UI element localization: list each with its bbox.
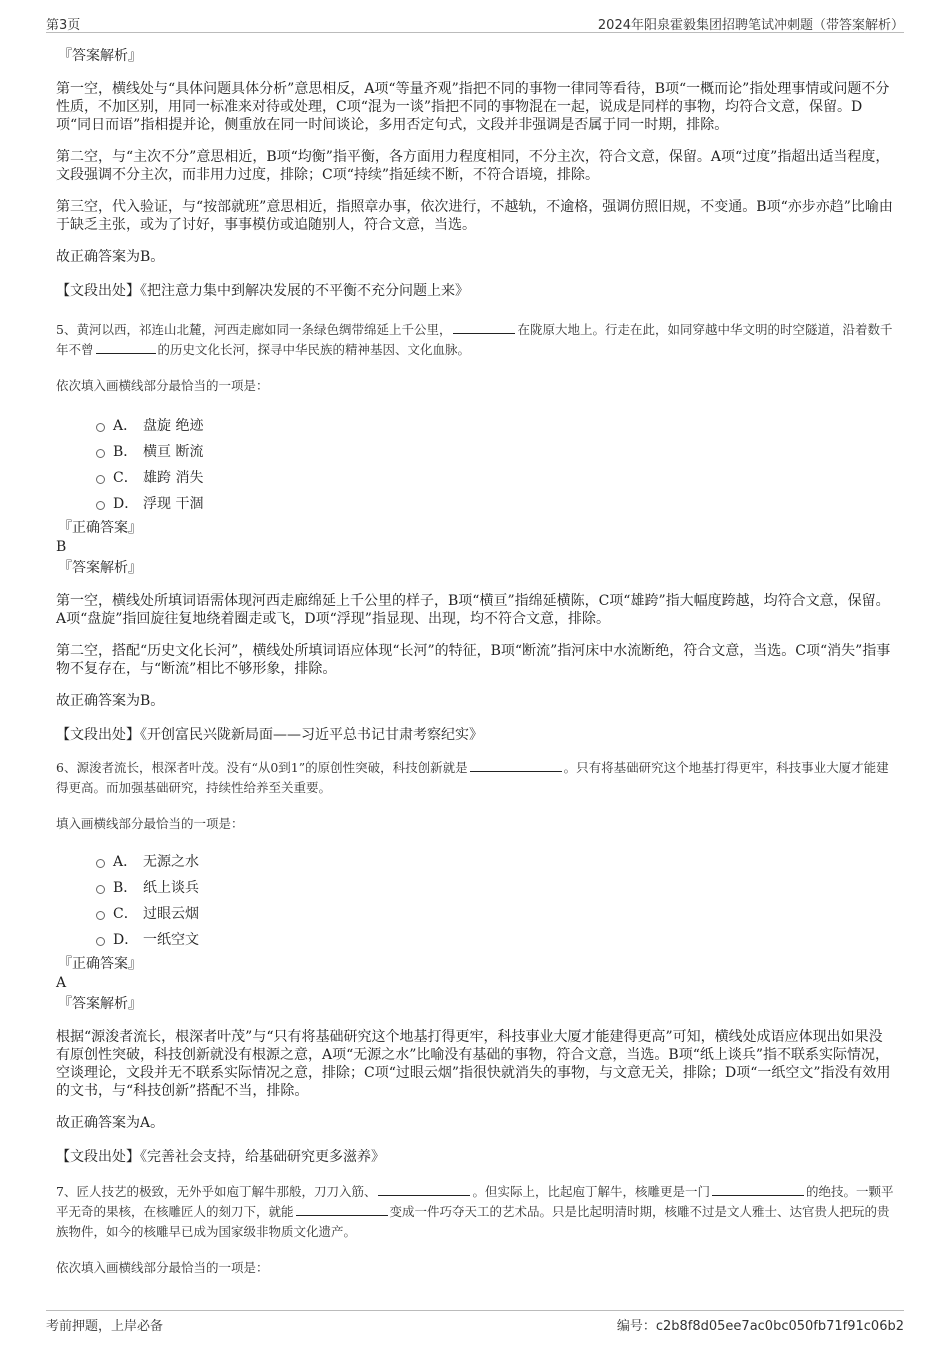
conclusion: 故正确答案为B。 (56, 693, 165, 709)
analysis-paragraph: 第二空，搭配“历史文化长河”，横线处所填词语应体现“长河”的特征，B项“断流”指河床中水流断绝，符合文意，当选。C项“消失”指事物不复存在，与“断流”相比不够形象，排除。 (56, 643, 891, 677)
page-number: 第3页 (46, 18, 81, 33)
radio-icon[interactable] (96, 859, 105, 868)
option-d[interactable]: D． 浮现 干涸 (96, 490, 896, 516)
page-footer (46, 1310, 904, 1333)
correct-answer: B (56, 539, 67, 555)
source-citation: 【文段出处】《开创富民兴陇新局面——习近平总书记甘肃考察纪实》 (56, 727, 483, 743)
option-b[interactable]: B． 横亘 断流 (96, 438, 896, 464)
answer-blank (712, 1183, 804, 1196)
analysis-paragraph: 第三空，代入验证，与“按部就班”意思相近，指照章办事，依次进行，不越轨，不逾格，强调仿照旧规，不变通。B项“亦步亦趋”比喻由于缺乏主张，或为了讨好，事事模仿或追随别人，符合文意，当选。 (56, 199, 893, 233)
question-prompt: 填入画横线部分最恰当的一项是： (56, 816, 244, 831)
analysis-paragraph: 第一空，横线处与“具体问题具体分析”意思相反，A项“等量齐观”指把不同的事物一律同等看待，B项“一概而论”指处理事情或问题不分性质，不加区别，用同一标准来对待或处理，C项“混为一谈”指把不同的事物混在一起，说成是同样的事物，均符合文意，保留。D项“同日而语”指相提并论，侧重放在同一时间谈论，多用否定句式，文段并非强调是否属于同一时期，排除。 (56, 81, 890, 133)
question-6-text: 6、源浚者流长，根深者叶茂。没有“从0到1”的原创性突破，科技创新就是 。只有将基础研究这个地基打得更牢，科技事业大厦才能建得更高。而加强基础研究，持续性给养至关重要。 (56, 760, 889, 795)
analysis-label: 『答案解析』 (58, 48, 142, 64)
footer-slogan: 考前押题，上岸必备 (46, 1319, 164, 1334)
question-7-text: 7、匠人技艺的极致，无外乎如庖丁解牛那般，刀刀入筋、 。但实际上，比起庖丁解牛，核雕更是一门 的绝技。一颗平平无奇的果核，在核雕匠人的刻刀下，就能 变成一件巧夺天工的艺术品。只是比起明清时期，核雕不过是文人雅士、达官贵人把玩的贵族物件，如今的核雕早已成为国家级非物质文化遗产。 (56, 1184, 894, 1239)
document-code: 编号：c2b8f8d05ee7ac0bc050fb71f91c06b2 (616, 1319, 904, 1334)
question-prompt: 依次填入画横线部分最恰当的一项是： (56, 1260, 269, 1275)
page-content (56, 44, 896, 1276)
radio-icon[interactable] (96, 937, 105, 946)
radio-icon[interactable] (96, 501, 105, 510)
document-title: 2024年阳泉霍毅集团招聘笔试冲刺题（带答案解析） (597, 18, 904, 33)
page-header (46, 12, 904, 33)
source-citation: 【文段出处】《把注意力集中到解决发展的不平衡不充分问题上来》 (56, 283, 469, 299)
option-a[interactable]: A． 无源之水 (96, 848, 896, 874)
source-citation: 【文段出处】《完善社会支持，给基础研究更多滋养》 (56, 1149, 385, 1165)
option-list (96, 412, 896, 516)
radio-icon[interactable] (96, 475, 105, 484)
option-list (96, 848, 896, 952)
answer-blank (378, 1183, 470, 1196)
analysis-label: 『答案解析』 (58, 996, 142, 1012)
radio-icon[interactable] (96, 911, 105, 920)
analysis-paragraph: 根据“源浚者流长，根深者叶茂”与“只有将基础研究这个地基打得更牢，科技事业大厦才能建得更高”可知，横线处成语应体现出如果没有原创性突破，科技创新就没有根源之意，A项“无源之水”比喻没有基础的事物，符合文意，当选。B项“纸上谈兵”指不联系实际情况，空谈理论，文段并无不联系实际情况之意，排除；C项“过眼云烟”指很快就消失的事物，与文意无关，排除；D项“一纸空文”指没有效用的文书，与“科技创新”搭配不当，排除。 (56, 1029, 891, 1099)
answer-blank (453, 321, 515, 334)
answer-blank (470, 759, 562, 772)
option-c[interactable]: C． 雄跨 消失 (96, 464, 896, 490)
answer-blank (296, 1203, 388, 1216)
question-5-text: 5、黄河以西，祁连山北麓，河西走廊如同一条绿色绸带绵延上千公里， 在陇原大地上。行走在此，如同穿越中华文明的时空隧道，沿着数千年不曾 的历史文化长河，探寻中华民族的精神基因、文化血脉。 (56, 322, 893, 357)
option-d[interactable]: D． 一纸空文 (96, 926, 896, 952)
question-prompt: 依次填入画横线部分最恰当的一项是： (56, 378, 269, 393)
radio-icon[interactable] (96, 423, 105, 432)
option-c[interactable]: C． 过眼云烟 (96, 900, 896, 926)
option-b[interactable]: B． 纸上谈兵 (96, 874, 896, 900)
analysis-paragraph: 第二空，与“主次不分”意思相近，B项“均衡”指平衡，各方面用力程度相同，不分主次，符合文意，保留。A项“过度”指超出适当程度，文段强调不分主次，而非用力过度，排除；C项“持续”指延续不断，不符合语境，排除。 (56, 149, 890, 183)
analysis-label: 『答案解析』 (58, 560, 142, 576)
conclusion: 故正确答案为A。 (56, 1115, 165, 1131)
correct-answer-label: 『正确答案』 (58, 956, 142, 972)
correct-answer-label: 『正确答案』 (58, 520, 142, 536)
option-a[interactable]: A． 盘旋 绝迹 (96, 412, 896, 438)
analysis-paragraph: 第一空，横线处所填词语需体现河西走廊绵延上千公里的样子，B项“横亘”指绵延横陈，C项“雄跨”指大幅度跨越，均符合文意，保留。A项“盘旋”指回旋往复地绕着圈走或飞，D项“浮现”指显现、出现，均不符合文意，排除。 (56, 593, 890, 627)
correct-answer: A (56, 975, 67, 991)
answer-blank (96, 341, 156, 354)
radio-icon[interactable] (96, 449, 105, 458)
radio-icon[interactable] (96, 885, 105, 894)
conclusion: 故正确答案为B。 (56, 249, 165, 265)
